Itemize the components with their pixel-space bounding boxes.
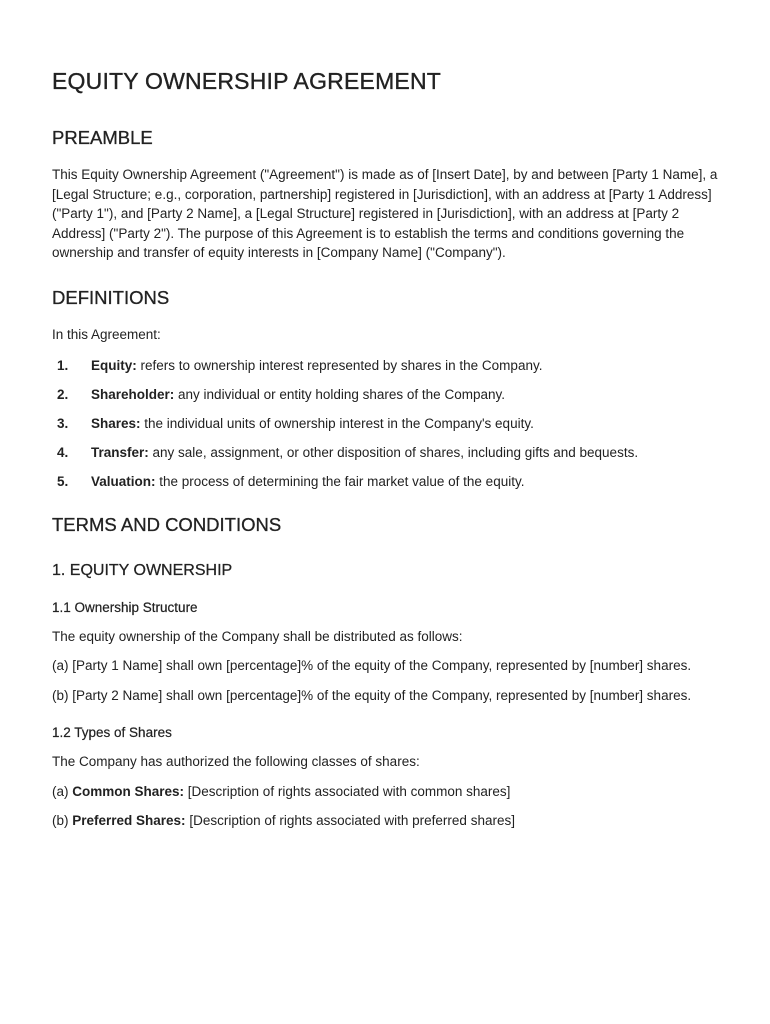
share-type-term: Preferred Shares: bbox=[72, 813, 186, 828]
list-number: 5. bbox=[57, 474, 69, 489]
definition-item bbox=[52, 385, 718, 405]
list-number: 2. bbox=[57, 387, 69, 402]
definition-text: the individual units of ownership interest in the Company's equity. bbox=[140, 416, 534, 431]
subsection-1-2-heading: 1.2 Types of Shares bbox=[52, 725, 172, 740]
share-type-item-a bbox=[52, 782, 718, 802]
share-type-item-b bbox=[52, 811, 718, 831]
ownership-item-b: (b) [Party 2 Name] shall own [percentage]% of the equity of the Company, represented by [number] shares. bbox=[52, 687, 692, 703]
definition-term: Transfer: bbox=[91, 445, 149, 460]
definition-item bbox=[52, 472, 718, 492]
item-prefix: (a) bbox=[52, 783, 73, 799]
definition-text: refers to ownership interest represented by shares in the Company. bbox=[136, 358, 543, 373]
definition-term: Shares: bbox=[91, 416, 141, 431]
list-number: 1. bbox=[57, 358, 69, 373]
share-type-text: [Description of rights associated with preferred shares] bbox=[185, 813, 515, 828]
definition-term: Equity: bbox=[91, 358, 137, 373]
definition-term: Valuation: bbox=[91, 474, 156, 489]
share-type-term: Common Shares: bbox=[72, 783, 185, 799]
list-number: 3. bbox=[57, 416, 69, 431]
preamble-heading: PREAMBLE bbox=[52, 127, 153, 148]
definition-item bbox=[52, 414, 718, 434]
definition-item bbox=[52, 356, 718, 376]
ownership-intro: The equity ownership of the Company shall be distributed as follows: bbox=[52, 628, 463, 644]
terms-heading: TERMS AND CONDITIONS bbox=[52, 513, 282, 535]
subsection-1-1-heading: 1.1 Ownership Structure bbox=[52, 599, 198, 615]
definition-item bbox=[52, 443, 718, 463]
list-number: 4. bbox=[57, 445, 69, 460]
definition-text: the process of determining the fair market value of the equity. bbox=[155, 474, 525, 489]
definition-term: Shareholder: bbox=[91, 387, 175, 402]
preamble-paragraph: This Equity Ownership Agreement ("Agreement") is made as of [Insert Date], by and between [Party 1 Name], a [Legal Structure; e.g., corporation, partnership] registered in [Jurisdiction], with an address at [Party 1 Address] ("Party 1"), and [Party 2 Name], a [Legal Structure] registered in [Jurisdiction], with an address at [Party 2 Address] ("Party 2"). The purpose of this Agreement is to establish the terms and conditions governing the ownership and transfer of equity interests in [Company Name] ("Company"). bbox=[52, 167, 718, 260]
share-type-text: [Description of rights associated with common shares] bbox=[184, 783, 511, 799]
section-1-heading: 1. EQUITY OWNERSHIP bbox=[52, 561, 233, 579]
definition-text: any sale, assignment, or other disposition of shares, including gifts and bequests. bbox=[148, 445, 639, 460]
definition-text: any individual or entity holding shares of the Company. bbox=[174, 387, 505, 402]
ownership-item-a: (a) [Party 1 Name] shall own [percentage]% of the equity of the Company, represented by [number] shares. bbox=[52, 658, 692, 673]
definitions-intro: In this Agreement: bbox=[52, 326, 161, 342]
definitions-heading: DEFINITIONS bbox=[52, 286, 170, 308]
share-types-intro: The Company has authorized the following classes of shares: bbox=[52, 754, 420, 769]
document-title: EQUITY OWNERSHIP AGREEMENT bbox=[52, 68, 442, 94]
item-prefix: (b) bbox=[52, 813, 73, 828]
definitions-list bbox=[52, 356, 718, 492]
